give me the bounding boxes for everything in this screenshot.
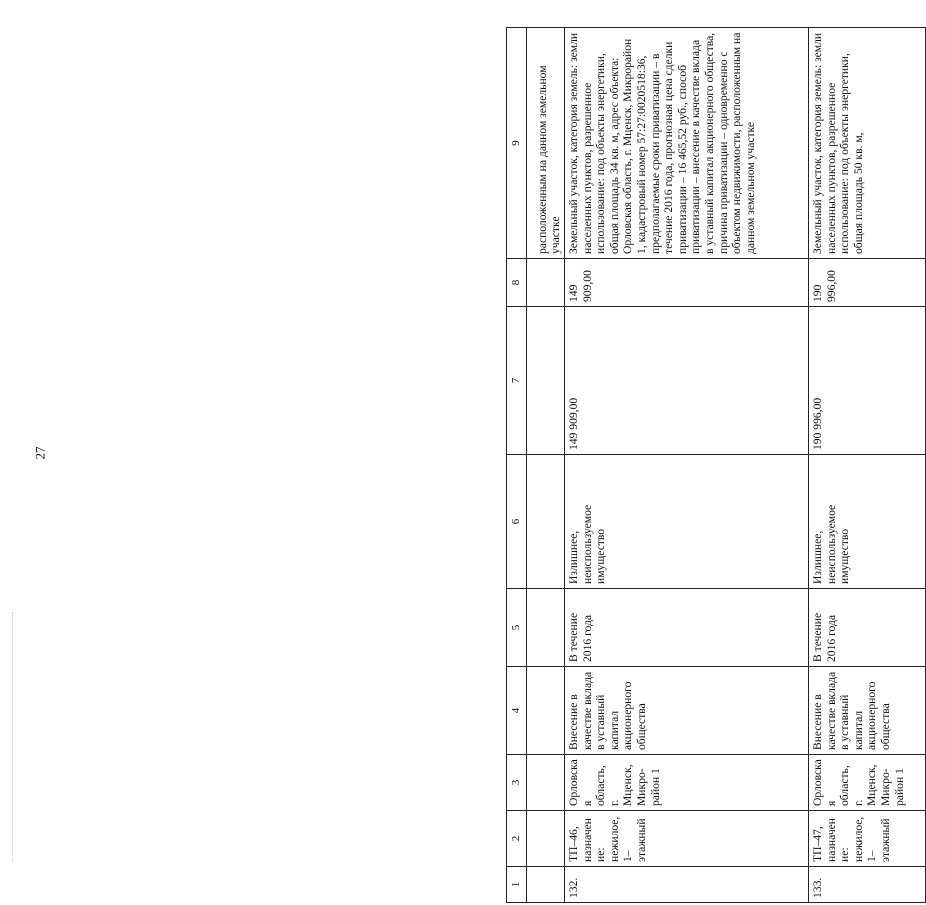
header-cell: 2 xyxy=(507,811,527,867)
page-number: 27 xyxy=(32,446,48,460)
value-col8: 149 909,00 xyxy=(565,259,809,307)
table-row xyxy=(809,28,926,903)
header-cell: 6 xyxy=(507,455,527,589)
value-col7: 149 909,00 xyxy=(565,307,809,455)
row-number: 133. xyxy=(809,867,926,903)
object-address: Орловская область, г. Мценск, Микро-район 1 xyxy=(565,755,809,811)
privatization-table xyxy=(506,27,926,903)
header-cell: 9 xyxy=(507,28,527,259)
object-name: ТП–46, назначение: нежилое, 1–этажный xyxy=(565,811,809,867)
row-number: 132. xyxy=(565,867,809,903)
header-cell: 7 xyxy=(507,307,527,455)
header-row xyxy=(507,28,527,903)
privatization-reason: Излишнее, неиспользуемое имущество xyxy=(565,455,809,589)
margin-mark xyxy=(12,612,14,862)
privatization-term: В течение 2016 года xyxy=(809,589,926,667)
privatization-reason: Излишнее, неиспользуемое имущество xyxy=(809,455,926,589)
land-plot-description: Земельный участок, категория земель: земли населенных пунктов, разрешенное использование: под объекты энергетики, общая площадь 50 кв. м, xyxy=(809,28,926,259)
privatization-method: Внесение в качестве вклада в уставный капитал акционерного общества xyxy=(565,667,809,755)
land-plot-description: Земельный участок, категория земель: земли населенных пунктов, разрешенное использование: под объекты энергетики, общая площадь 34 кв. м, адрес объекта: Орловская область, г. Мценск, Микрорайон 1, кадастровый номер 57:27:0020518:36, предполагаемые сроки приватизации – в течение 2016 года, прогнозная цена сделки приватизации – 16 465,52 руб., способ приватизации – внесение в качестве вклада в уставный капитал акционерного общества, причина приватизации – одновременно с объектом недвижимости, расположенным на данном земельном участке xyxy=(565,28,809,259)
header-cell: 8 xyxy=(507,259,527,307)
table-row xyxy=(565,28,809,903)
object-name: ТП–47, назначение: нежилое, 1–этажный xyxy=(809,811,926,867)
value-col8: 190 996,00 xyxy=(809,259,926,307)
privatization-method: Внесение в качестве вклада в уставный капитал акционерного общества xyxy=(809,667,926,755)
land-cell xyxy=(527,28,565,259)
object-address: Орловская область, г. Мценск, Микро-район 1 xyxy=(809,755,926,811)
header-cell: 1 xyxy=(507,867,527,903)
value-col7: 190 996,00 xyxy=(809,307,926,455)
rotated-table-wrapper xyxy=(506,28,926,903)
header-cell: 4 xyxy=(507,667,527,755)
continuation-text: расположенным на данном земельном участке xyxy=(535,65,563,254)
privatization-term: В течение 2016 года xyxy=(565,589,809,667)
continuation-row xyxy=(527,28,565,903)
header-cell: 3 xyxy=(507,755,527,811)
header-cell: 5 xyxy=(507,589,527,667)
